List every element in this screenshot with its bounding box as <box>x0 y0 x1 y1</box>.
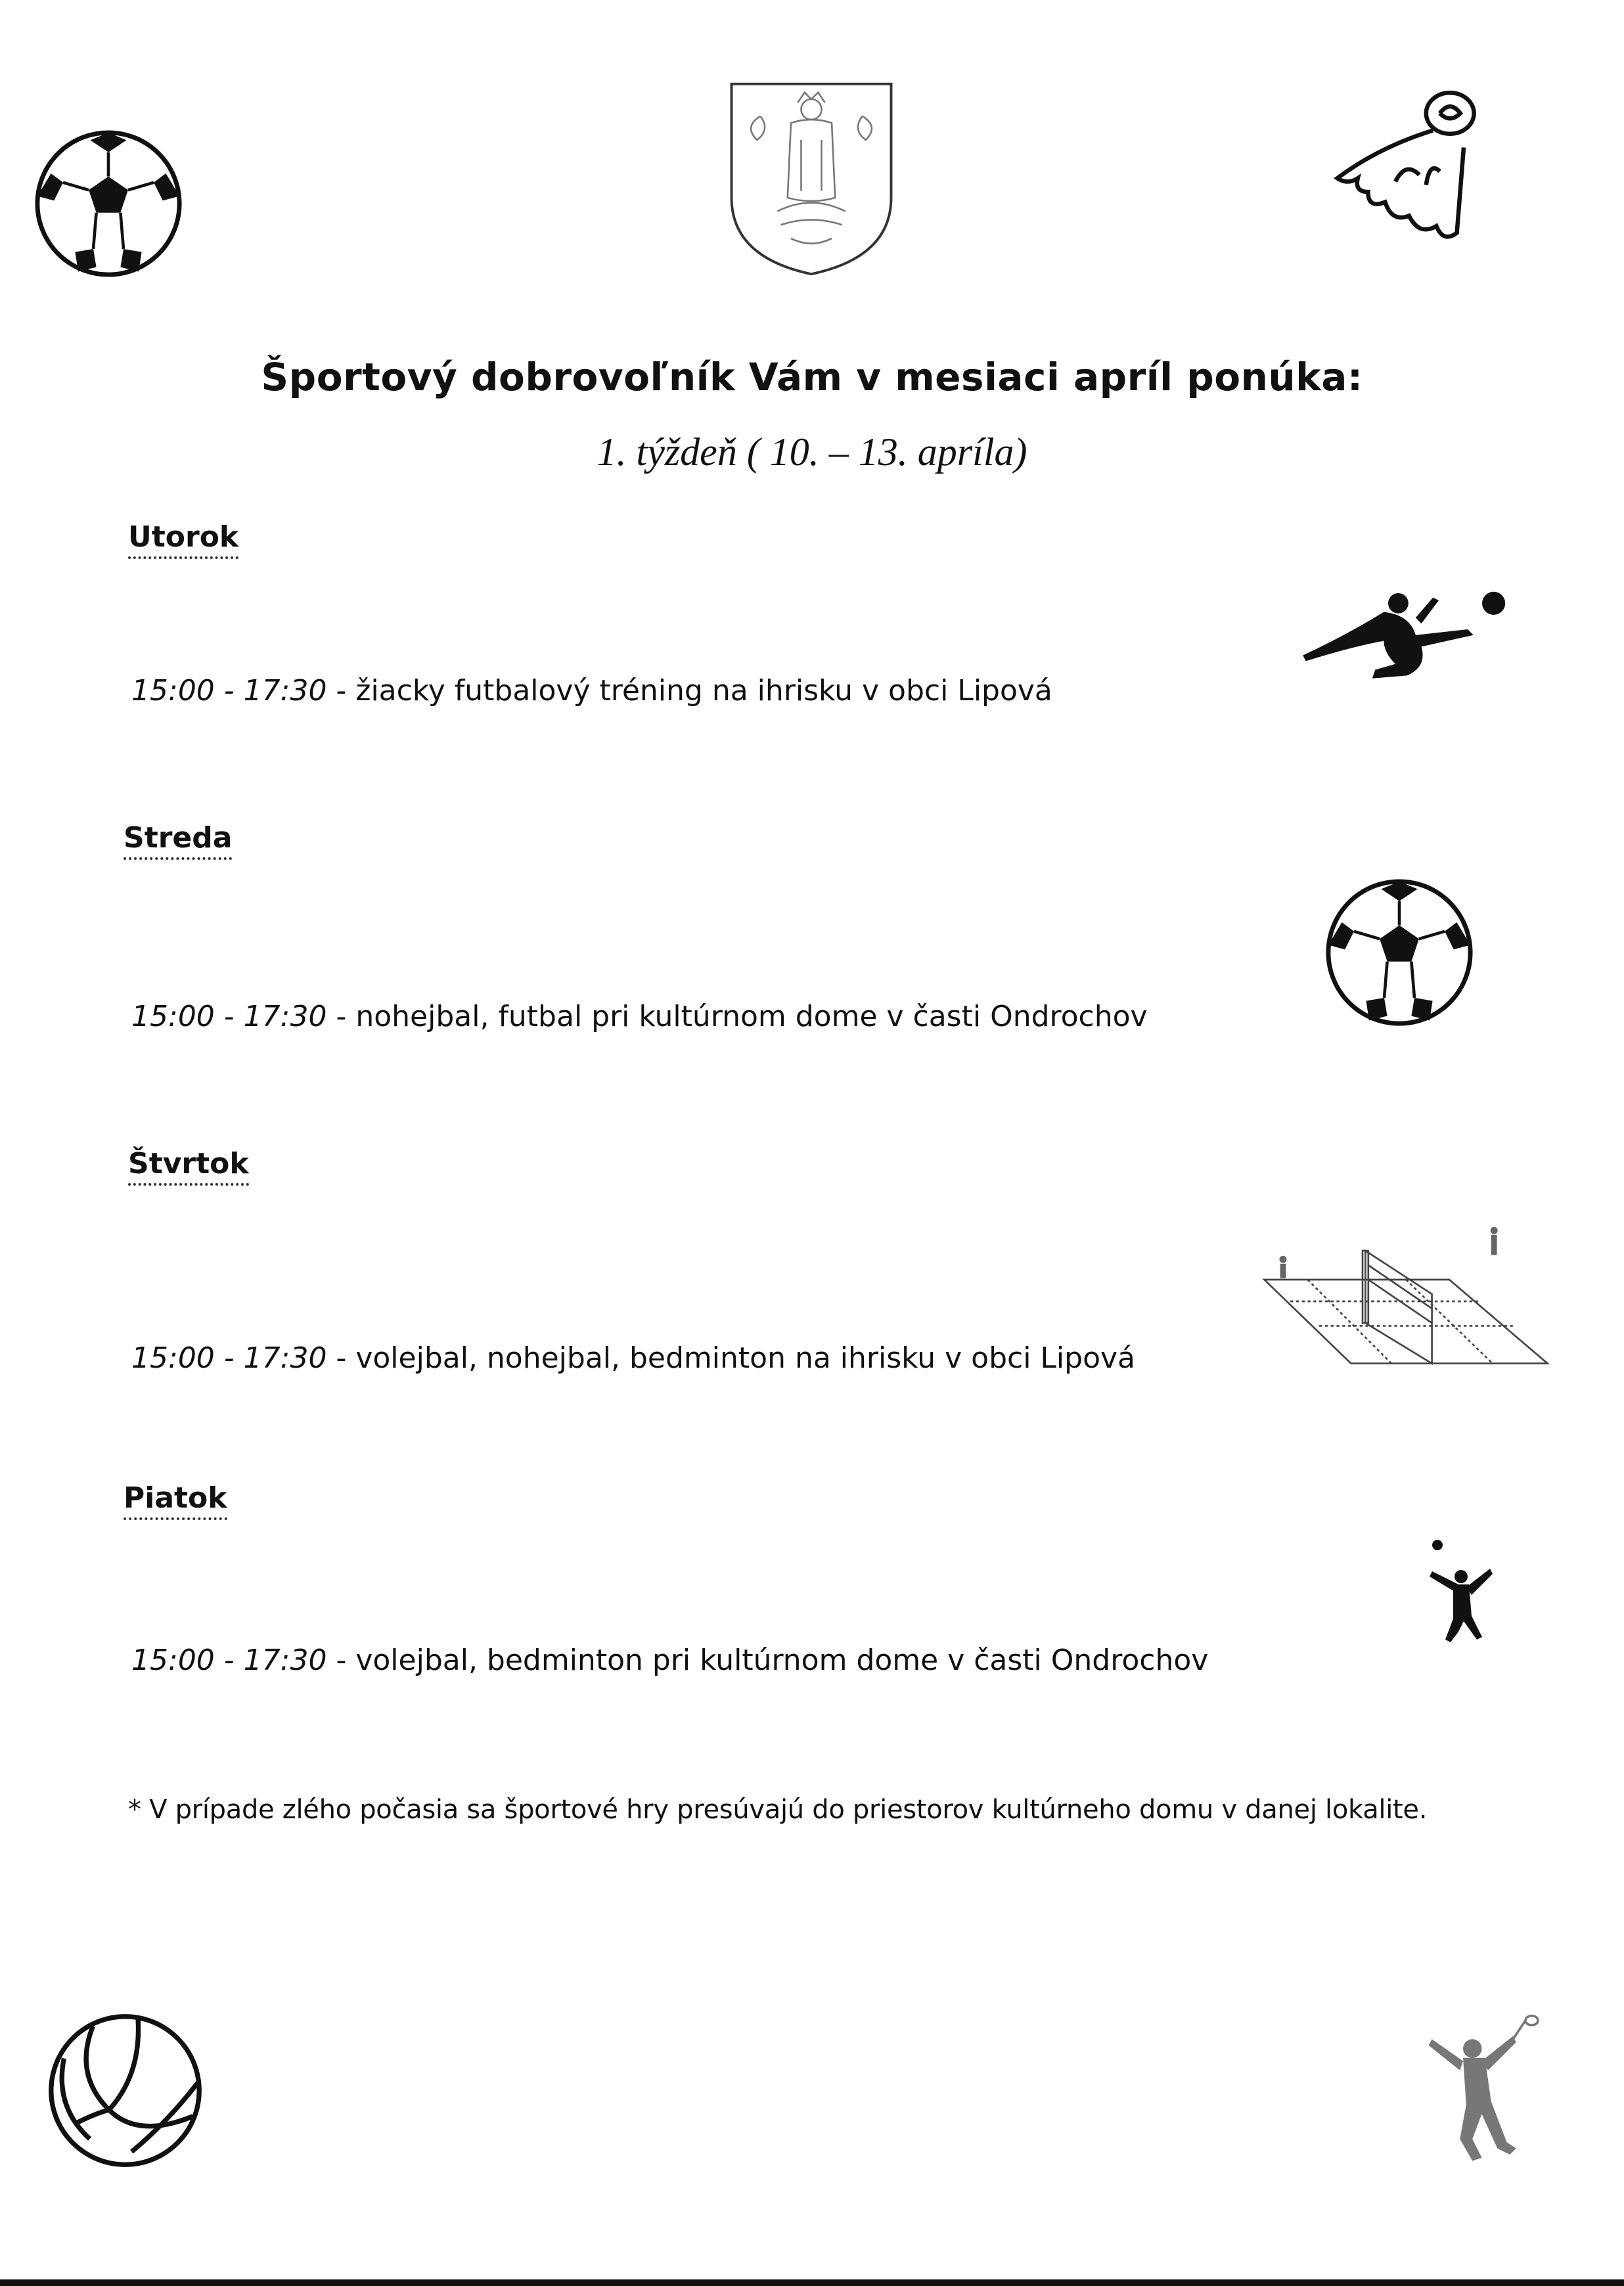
schedule-row-piatok <box>131 1644 1208 1677</box>
schedule-time: 15:00 - 17:30 <box>131 1000 327 1033</box>
badminton-player-icon <box>1426 2013 1550 2171</box>
weather-note: * V prípade zlého počasia sa športové hry presúvajú do priestorov kultúrneho domu v danej lokalite. <box>128 1795 1428 1825</box>
shuttlecock-icon <box>1327 79 1498 276</box>
schedule-activity: volejbal, nohejbal, bedminton na ihrisku v obci Lipová <box>355 1341 1135 1375</box>
schedule-dash: - <box>336 1341 347 1375</box>
page-subtitle: 1. týždeň ( 10. – 13. apríla) <box>597 430 1027 474</box>
page-title: Športový dobrovoľník Vám v mesiaci apríl ponúka: <box>261 355 1363 399</box>
schedule-time: 15:00 - 17:30 <box>131 674 327 707</box>
day-heading-streda: Streda <box>124 821 232 860</box>
schedule-activity: volejbal, bedminton pri kultúrnom dome v časti Ondrochov <box>355 1644 1209 1677</box>
schedule-dash: - <box>336 1000 347 1033</box>
schedule-activity: nohejbal, futbal pri kultúrnom dome v časti Ondrochov <box>355 1000 1148 1033</box>
volleyball-icon <box>45 2010 206 2171</box>
volleyball-player-icon <box>1419 1537 1498 1669</box>
schedule-time: 15:00 - 17:30 <box>131 1644 327 1677</box>
day-heading-stvrtok: Štvrtok <box>128 1147 249 1186</box>
schedule-row-stvrtok <box>131 1341 1135 1375</box>
soccer-kick-silhouette-icon <box>1294 585 1511 703</box>
day-heading-piatok: Piatok <box>124 1481 227 1520</box>
soccer-ball-icon <box>1324 877 1475 1028</box>
coat-of-arms-icon <box>726 79 897 279</box>
day-heading-utorok: Utorok <box>128 520 238 559</box>
schedule-dash: - <box>336 1644 347 1677</box>
schedule-dash: - <box>336 674 347 707</box>
schedule-row-utorok <box>131 674 1052 707</box>
schedule-activity: žiacky futbalový tréning na ihrisku v obci Lipová <box>355 674 1052 707</box>
page-bottom-border <box>0 2279 1624 2286</box>
schedule-row-streda <box>131 1000 1148 1033</box>
soccer-ball-icon <box>33 128 184 279</box>
schedule-time: 15:00 - 17:30 <box>131 1341 327 1375</box>
volleyball-court-icon <box>1258 1222 1554 1366</box>
